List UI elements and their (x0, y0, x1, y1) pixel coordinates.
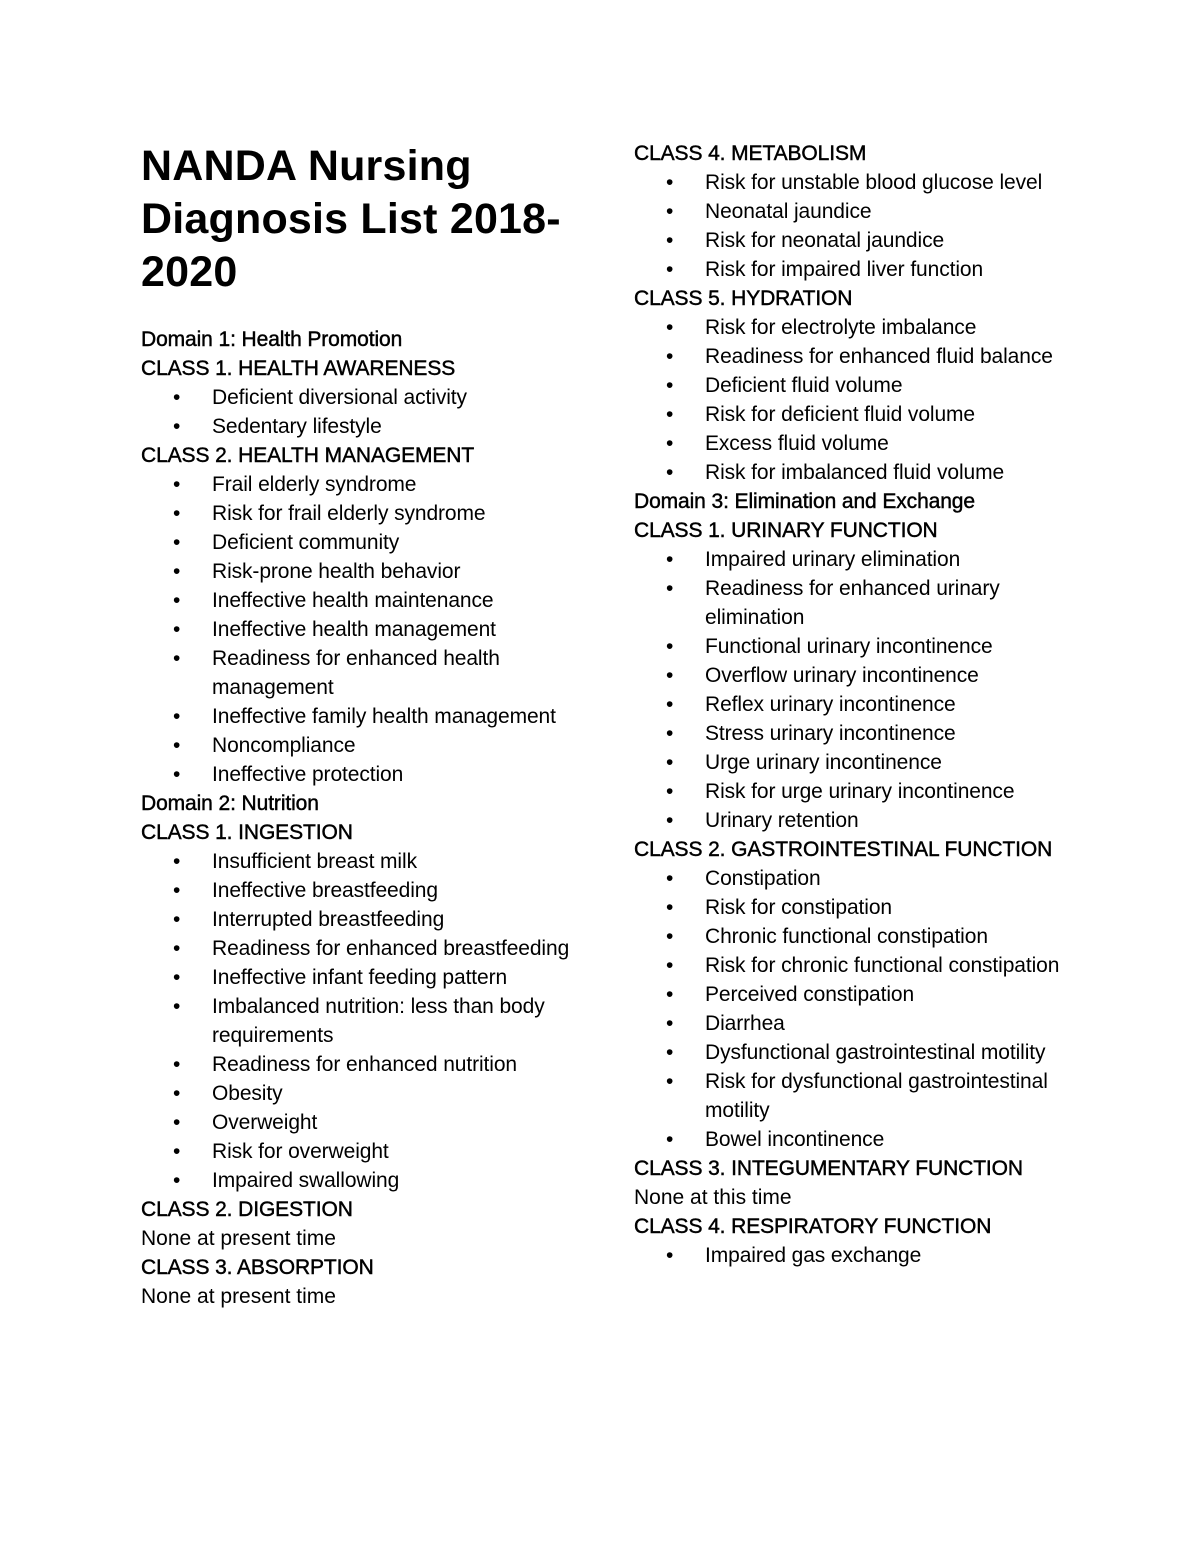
diagnosis-list (634, 168, 1084, 284)
right-column-body (634, 139, 1084, 1270)
class-heading: CLASS 1. INGESTION (141, 821, 353, 844)
list-item: • Readiness for enhanced fluid balance (634, 342, 1084, 371)
list-item: • Risk for frail elderly syndrome (141, 499, 581, 528)
list-item: • Impaired urinary elimination (634, 545, 1084, 574)
domain-heading: Domain 2: Nutrition (141, 792, 319, 815)
list-item: • Diarrhea (634, 1009, 1084, 1038)
list-item: • Insufficient breast milk (141, 847, 581, 876)
list-item: • Urge urinary incontinence (634, 748, 1084, 777)
diagnosis-list (634, 1241, 1084, 1270)
class-heading: CLASS 1. HEALTH AWARENESS (141, 357, 456, 380)
diagnosis-list (634, 313, 1084, 487)
list-item: • Imbalanced nutrition: less than body requirements (141, 992, 581, 1050)
note-text: None at present time (141, 1285, 336, 1308)
list-item: • Readiness for enhanced breastfeeding (141, 934, 581, 963)
list-item: • Functional urinary incontinence (634, 632, 1084, 661)
list-item: • Noncompliance (141, 731, 581, 760)
list-item: • Impaired swallowing (141, 1166, 581, 1195)
class-heading: CLASS 3. ABSORPTION (141, 1256, 374, 1279)
note-text: None at present time (141, 1227, 336, 1250)
list-item: • Interrupted breastfeeding (141, 905, 581, 934)
list-item: • Ineffective protection (141, 760, 581, 789)
list-item: • Readiness for enhanced urinary elimination (634, 574, 1084, 632)
list-item: • Readiness for enhanced nutrition (141, 1050, 581, 1079)
list-item: • Risk for chronic functional constipation (634, 951, 1084, 980)
list-item: • Excess fluid volume (634, 429, 1084, 458)
list-item: • Ineffective family health management (141, 702, 581, 731)
list-item: • Sedentary lifestyle (141, 412, 581, 441)
class-heading: CLASS 2. HEALTH MANAGEMENT (141, 444, 475, 467)
list-item: • Ineffective health maintenance (141, 586, 581, 615)
class-heading: CLASS 4. RESPIRATORY FUNCTION (634, 1215, 992, 1238)
list-item: • Urinary retention (634, 806, 1084, 835)
list-item: • Chronic functional constipation (634, 922, 1084, 951)
diagnosis-list (141, 847, 581, 1195)
list-item: • Ineffective breastfeeding (141, 876, 581, 905)
list-item: • Deficient community (141, 528, 581, 557)
diagnosis-list (634, 864, 1084, 1154)
right-column (634, 139, 1084, 1270)
list-item: • Impaired gas exchange (634, 1241, 1084, 1270)
document-title: NANDA Nursing Diagnosis List 2018-2020 (141, 142, 561, 296)
class-heading: CLASS 3. INTEGUMENTARY FUNCTION (634, 1157, 1023, 1180)
list-item: • Reflex urinary incontinence (634, 690, 1084, 719)
left-column-body (141, 325, 581, 1311)
diagnosis-list (141, 383, 581, 441)
list-item: • Ineffective infant feeding pattern (141, 963, 581, 992)
list-item: • Perceived constipation (634, 980, 1084, 1009)
list-item: • Obesity (141, 1079, 581, 1108)
list-item: • Neonatal jaundice (634, 197, 1084, 226)
class-heading: CLASS 1. URINARY FUNCTION (634, 519, 938, 542)
list-item: • Risk for electrolyte imbalance (634, 313, 1084, 342)
list-item: • Risk for neonatal jaundice (634, 226, 1084, 255)
list-item: • Risk for deficient fluid volume (634, 400, 1084, 429)
list-item: • Risk-prone health behavior (141, 557, 581, 586)
list-item: • Risk for overweight (141, 1137, 581, 1166)
list-item: • Overweight (141, 1108, 581, 1137)
domain-heading: Domain 1: Health Promotion (141, 328, 403, 351)
list-item: • Risk for urge urinary incontinence (634, 777, 1084, 806)
class-heading: CLASS 2. GASTROINTESTINAL FUNCTION (634, 838, 1053, 861)
list-item: • Constipation (634, 864, 1084, 893)
list-item: • Overflow urinary incontinence (634, 661, 1084, 690)
note-text: None at this time (634, 1186, 792, 1209)
list-item: • Stress urinary incontinence (634, 719, 1084, 748)
diagnosis-list (141, 470, 581, 789)
list-item: • Deficient fluid volume (634, 371, 1084, 400)
list-item: • Frail elderly syndrome (141, 470, 581, 499)
list-item: • Risk for constipation (634, 893, 1084, 922)
list-item: • Readiness for enhanced health management (141, 644, 581, 702)
list-item: • Risk for dysfunctional gastrointestinal motility (634, 1067, 1084, 1125)
class-heading: CLASS 2. DIGESTION (141, 1198, 353, 1221)
list-item: • Risk for impaired liver function (634, 255, 1084, 284)
list-item: • Dysfunctional gastrointestinal motility (634, 1038, 1084, 1067)
diagnosis-list (634, 545, 1084, 835)
domain-heading: Domain 3: Elimination and Exchange (634, 490, 975, 513)
list-item: • Ineffective health management (141, 615, 581, 644)
class-heading: CLASS 4. METABOLISM (634, 142, 867, 165)
left-column (141, 140, 581, 1311)
list-item: • Deficient diversional activity (141, 383, 581, 412)
class-heading: CLASS 5. HYDRATION (634, 287, 853, 310)
list-item: • Risk for unstable blood glucose level (634, 168, 1084, 197)
list-item: • Risk for imbalanced fluid volume (634, 458, 1084, 487)
list-item: • Bowel incontinence (634, 1125, 1084, 1154)
